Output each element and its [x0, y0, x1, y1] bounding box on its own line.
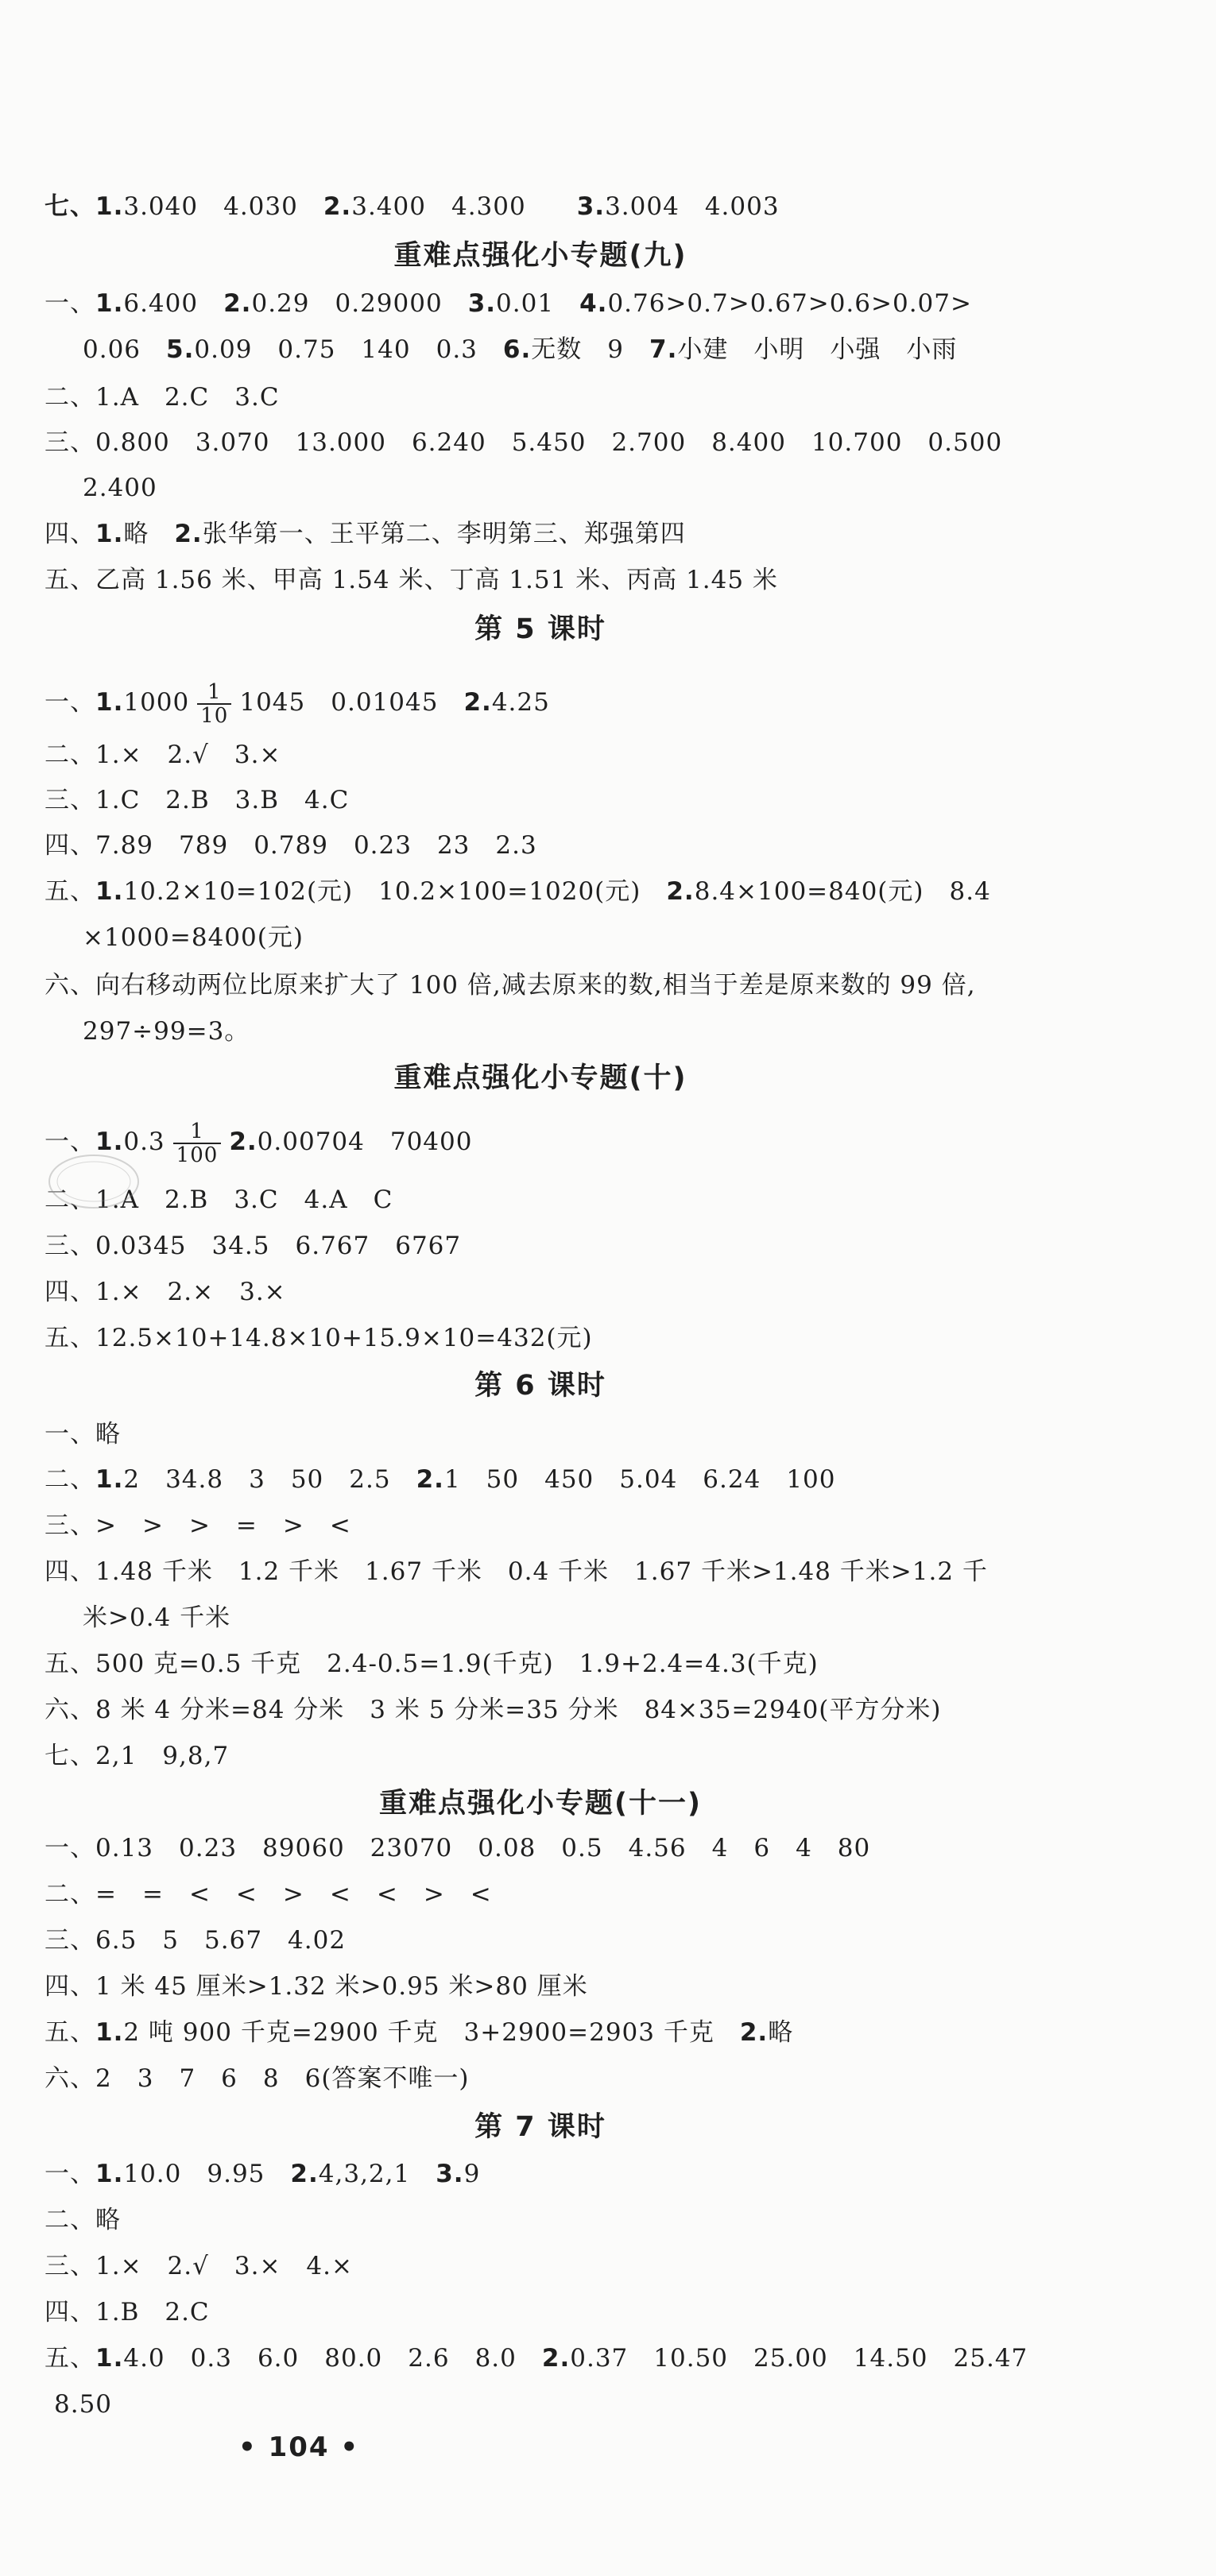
- section-title: 重难点强化小专题(十一): [379, 1788, 702, 1820]
- fraction: $\frac{1}{100}$: [173, 1120, 222, 1166]
- answer-line: 六、向右移动两位比原来扩大了 100 倍,减去原来的数,相当于差是原来数的 99 倍,: [45, 971, 976, 1000]
- answer-line: ×1000=8400(元): [83, 923, 304, 952]
- answer-line: 一、1.6.400 2.0.29 0.29000 3.0.01 4.0.76>0.7>0.67>0.6>0.07>: [45, 289, 972, 318]
- answer-line: 二、1.× 2.√ 3.×: [45, 741, 281, 769]
- answer-line: 四、1.B 2.C: [45, 2298, 210, 2327]
- answer-line: 二、略: [45, 2206, 121, 2234]
- answer-line: 四、1.× 2.× 3.×: [45, 1278, 286, 1306]
- page-number: • 104 •: [238, 2431, 360, 2463]
- answer-line: 一、1.10.0 9.95 2.4,3,2,1 3.9: [45, 2160, 481, 2188]
- answer-line: 一、略: [45, 1420, 121, 1449]
- answer-line: 七、1.3.040 4.030 2.3.400 4.300 3.3.004 4.003: [45, 192, 780, 221]
- section-title: 第 6 课时: [474, 1370, 606, 1402]
- answer-line: 五、1.2 吨 900 千克=2900 千克 3+2900=2903 千克 2.略: [45, 2018, 794, 2047]
- answer-line: 三、> > > = > <: [45, 1511, 351, 1540]
- section-title: 第 7 课时: [474, 2111, 606, 2143]
- answer-line: 一、1.1000 $\frac{1}{10}$ 1045 0.01045 2.4.25: [45, 679, 550, 728]
- answer-line: 二、1.A 2.B 3.C 4.A C: [45, 1186, 393, 1214]
- answer-line: 六、8 米 4 分米=84 分米 3 米 5 分米=35 分米 84×35=2940(平方分米): [45, 1696, 942, 1724]
- answer-line: 二、1.A 2.C 3.C: [45, 383, 280, 412]
- fraction: $\frac{1}{10}$: [197, 681, 231, 727]
- answer-line: 一、1.0.3 $\frac{1}{100}$ 2.0.00704 70400: [45, 1119, 473, 1167]
- answer-line: 五、乙高 1.56 米、甲高 1.54 米、丁高 1.51 米、丙高 1.45 米: [45, 566, 778, 594]
- answer-line: 三、1.C 2.B 3.B 4.C: [45, 786, 350, 814]
- answer-line: 三、1.× 2.√ 3.× 4.×: [45, 2252, 353, 2280]
- section-title: 重难点强化小专题(十): [393, 1062, 687, 1094]
- answer-line: 297÷99=3。: [83, 1017, 250, 1046]
- answer-line: 8.50: [54, 2390, 113, 2419]
- answer-line: 五、500 克=0.5 千克 2.4-0.5=1.9(千克) 1.9+2.4=4.3(千克): [45, 1650, 819, 1678]
- answer-line: 米>0.4 千米: [83, 1603, 231, 1632]
- answer-line: 四、1.略 2.张华第一、王平第二、李明第三、郑强第四: [45, 520, 686, 548]
- answer-line: 二、1.2 34.8 3 50 2.5 2.1 50 450 5.04 6.24 100: [45, 1465, 836, 1494]
- answer-line: 0.06 5.0.09 0.75 140 0.3 6.无数 9 7.小建 小明 小强 小雨: [83, 335, 958, 364]
- answer-line: 四、1.48 千米 1.2 千米 1.67 千米 0.4 千米 1.67 千米>1.48 千米>1.2 千: [45, 1557, 988, 1586]
- answer-line: 一、0.13 0.23 89060 23070 0.08 0.5 4.56 4 6 4 80: [45, 1834, 871, 1862]
- answer-line: 四、1 米 45 厘米>1.32 米>0.95 米>80 厘米: [45, 1972, 588, 2001]
- answer-line: 五、1.4.0 0.3 6.0 80.0 2.6 8.0 2.0.37 10.50 25.00 14.50 25.47: [45, 2344, 1028, 2373]
- answer-line: 三、0.0345 34.5 6.767 6767: [45, 1232, 462, 1260]
- answer-line: 三、0.800 3.070 13.000 6.240 5.450 2.700 8.400 10.700 0.500: [45, 428, 1003, 457]
- section-title: 第 5 课时: [474, 613, 606, 645]
- section-title: 重难点强化小专题(九): [393, 240, 687, 272]
- answer-line: 七、2,1 9,8,7: [45, 1742, 230, 1770]
- answer-line: 五、1.10.2×10=102(元) 10.2×100=1020(元) 2.8.4×100=840(元) 8.4: [45, 877, 991, 906]
- answer-line: 三、6.5 5 5.67 4.02: [45, 1926, 347, 1955]
- answer-line: 2.400: [83, 474, 157, 502]
- answer-line: 二、= = < < > < < > <: [45, 1880, 492, 1909]
- answer-line: 四、7.89 789 0.789 0.23 23 2.3: [45, 831, 537, 860]
- answer-line: 六、2 3 7 6 8 6(答案不唯一): [45, 2064, 470, 2093]
- answer-line: 五、12.5×10+14.8×10+15.9×10=432(元): [45, 1324, 593, 1352]
- watermark-stamp-icon: [46, 1152, 141, 1211]
